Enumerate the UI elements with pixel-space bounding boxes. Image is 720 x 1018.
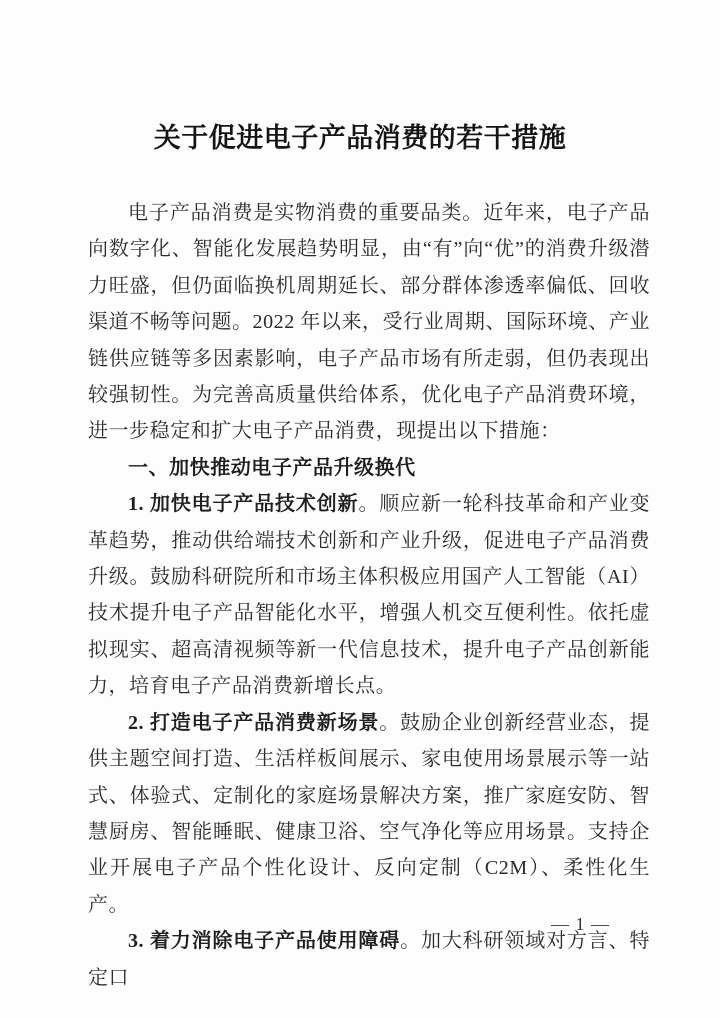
item-3-lead: 3. 着力消除电子产品使用障碍 (128, 930, 401, 953)
item-3-body: 。加大科研领域对方言、特定口 (88, 930, 650, 989)
intro-paragraph: 电子产品消费是实物消费的重要品类。近年来，电子产品向数字化、智能化发展趋势明显，由“有”向“优”的消费升级潜力旺盛，但仍面临换机周期延长、部分群体渗透率偏低、回收渠道不畅等问题。2022 年以来，受行业周期、国际环境、产业链供应链等多因素影响，电子产品市场有所走弱，但仍表现出较强韧性。为完善高质量供给体系，优化电子产品消费环境，进一步稳定和扩大电子产品消费，现提出以下措施： (88, 202, 650, 443)
item-1-body: 。顺应新一轮科技革命和产业变革趋势，推动供给端技术创新和产业升级，促进电子产品消费升级。鼓励科研院所和市场主体积极应用国产人工智能（AI）技术提升电子产品智能化水平，增强人机交互便利性。依托虚拟现实、超高清视频等新一代信息技术，提升电子产品创新能力，培育电子产品消费新增长点。 (88, 493, 651, 698)
page-number: — 1 — (551, 914, 610, 934)
item-2-lead: 2. 打造电子产品消费新场景 (128, 711, 380, 734)
document-body (88, 195, 650, 996)
item-paragraph-1 (88, 486, 650, 704)
item-2-body: 。鼓励企业创新经营业态，提供主题空间打造、生活样板间展示、家电使用场景展示等一站式、体验式、定制化的家庭场景解决方案，推广家庭安防、智慧厨房、智能睡眠、健康卫浴、空气净化等应用场景。支持企业开展电子产品个性化设计、反向定制（C2M）、柔性化生产。 (88, 711, 651, 916)
item-paragraph-2 (88, 705, 650, 923)
section-heading-1: 一、加快推动电子产品升级换代 (128, 456, 416, 479)
item-1-lead: 1. 加快电子产品技术创新 (128, 493, 359, 516)
document-title: 关于促进电子产品消费的若干措施 (153, 123, 567, 153)
